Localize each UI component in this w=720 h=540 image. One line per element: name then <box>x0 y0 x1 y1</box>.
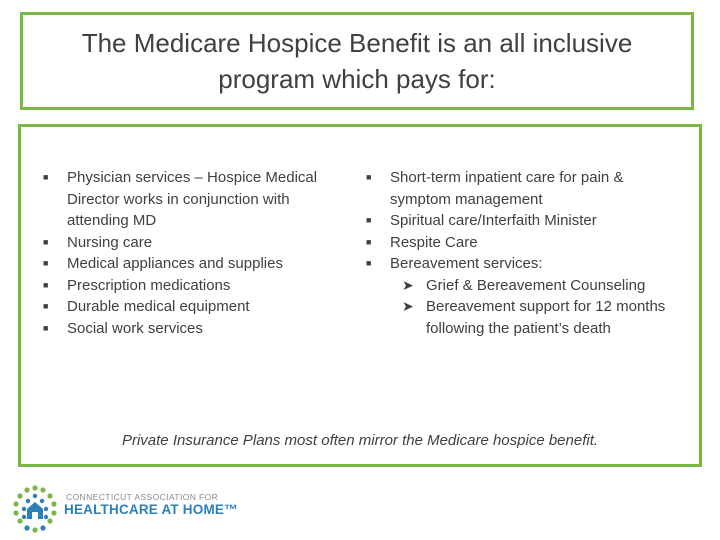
home-dots-logo-icon <box>10 484 60 534</box>
list-item <box>43 167 343 232</box>
list-item <box>366 167 686 210</box>
insurance-note: Private Insurance Plans most often mirror the Medicare hospice benefit. <box>121 432 599 449</box>
slide-title <box>42 25 673 97</box>
list-item <box>43 253 343 275</box>
square-bullet-icon: ■ <box>43 172 49 182</box>
list-item-text: Spiritual care/Interfaith Minister <box>390 212 597 229</box>
arrow-bullet-icon: ➤ <box>402 298 414 314</box>
square-bullet-icon: ■ <box>43 279 49 290</box>
list-item-text: Physician services – Hospice Medical Director works in conjunction with attending MD <box>67 169 318 229</box>
list-item <box>366 232 686 254</box>
list-item <box>43 232 343 254</box>
square-bullet-icon: ■ <box>43 258 49 268</box>
sub-list-item <box>366 275 686 297</box>
list-item-text: Durable medical equipment <box>67 298 250 315</box>
list-item <box>43 296 343 318</box>
list-item <box>43 275 343 297</box>
left-column <box>43 167 343 339</box>
title-line-2: program which pays for: <box>218 64 496 94</box>
arrow-bullet-icon: ➤ <box>402 276 414 293</box>
square-bullet-icon: ■ <box>366 215 372 225</box>
list-item-text: Bereavement services: <box>390 255 543 272</box>
square-bullet-icon: ■ <box>43 301 49 311</box>
list-item <box>43 318 343 340</box>
right-column <box>366 167 686 339</box>
content-box <box>18 124 702 467</box>
square-bullet-icon: ■ <box>43 322 49 333</box>
list-item-text: Social work services <box>67 319 203 337</box>
logo-title: HEALTHCARE AT HOME™ <box>64 502 238 517</box>
square-bullet-icon: ■ <box>366 172 372 182</box>
left-bullet-list <box>43 167 343 339</box>
list-item-text: Medical appliances and supplies <box>67 255 283 272</box>
list-item-text: Prescription medications <box>67 276 231 294</box>
square-bullet-icon: ■ <box>366 258 372 268</box>
bereavement-sublist <box>366 275 686 340</box>
list-item-text: Nursing care <box>67 233 153 251</box>
sub-list-item-text: Grief & Bereavement Counseling <box>426 276 646 294</box>
title-line-1: The Medicare Hospice Benefit is an all inclusive <box>81 28 633 58</box>
square-bullet-icon: ■ <box>43 236 49 247</box>
list-item-text: Respite Care <box>390 233 478 251</box>
logo-subtitle: CONNECTICUT ASSOCIATION FOR <box>66 492 219 502</box>
organization-logo <box>10 484 270 534</box>
list-item <box>366 253 686 275</box>
list-item-text: Short-term inpatient care for pain & symptom management <box>390 169 624 208</box>
list-item <box>366 210 686 232</box>
sub-list-item-text: Bereavement support for 12 months following the patient’s death <box>426 298 666 337</box>
title-box <box>20 12 694 110</box>
sub-list-item <box>366 296 686 339</box>
square-bullet-icon: ■ <box>366 236 372 247</box>
right-bullet-list <box>366 167 686 275</box>
